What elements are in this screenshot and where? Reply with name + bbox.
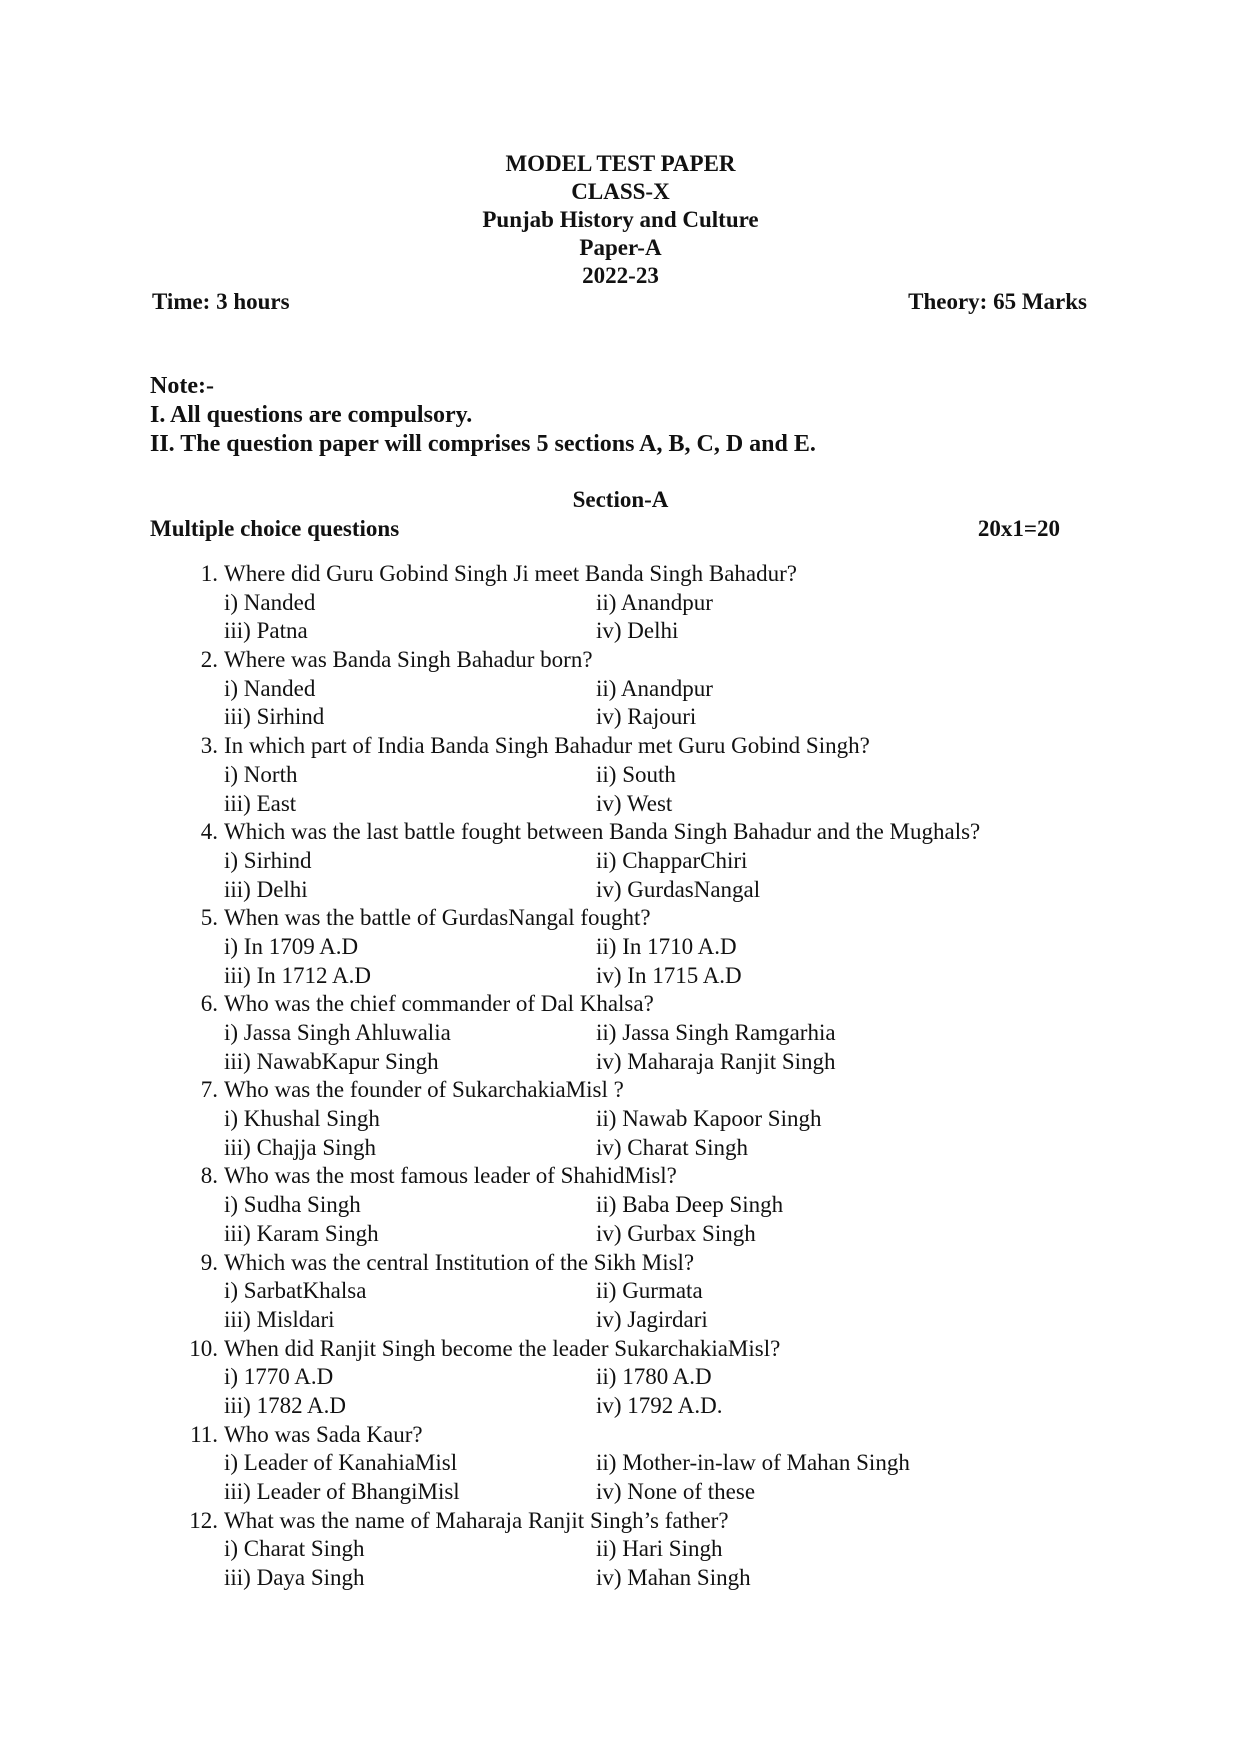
option-row [0, 1105, 1241, 1134]
paper-header [0, 150, 1241, 290]
answer-option: iii) Sirhind [224, 704, 325, 730]
option-row [0, 790, 1241, 819]
answer-option: i) Khushal Singh [224, 1106, 380, 1132]
question-item [0, 1335, 1241, 1364]
answer-option: iv) Delhi [596, 618, 679, 644]
question-number: 7. [200, 1077, 218, 1103]
question-text: Where was Banda Singh Bahadur born? [224, 647, 593, 673]
answer-option: iii) Delhi [224, 876, 308, 902]
answer-option: i) Sudha Singh [224, 1192, 361, 1218]
answer-option: ii) 1780 A.D [596, 1364, 712, 1390]
question-item [0, 904, 1241, 933]
answer-option: i) Nanded [224, 589, 316, 615]
option-row [0, 1449, 1241, 1478]
option-row [0, 1134, 1241, 1163]
answer-option: iii) Karam Singh [224, 1220, 379, 1246]
question-number: 9. [200, 1249, 218, 1275]
answer-option: iii) Misldari [224, 1306, 335, 1332]
answer-option: i) In 1709 A.D [224, 933, 359, 959]
section-marks: 20x1=20 [977, 516, 1060, 541]
section-title: Section-A [572, 487, 669, 512]
time-label: Time: 3 hours [152, 289, 290, 314]
option-row [0, 589, 1241, 618]
question-item [0, 1162, 1241, 1191]
option-row [0, 1048, 1241, 1077]
answer-option: i) SarbatKhalsa [224, 1278, 367, 1304]
option-row [0, 933, 1241, 962]
answer-option: iv) GurdasNangal [596, 876, 761, 902]
question-text: Who was the founder of SukarchakiaMisl ? [224, 1077, 624, 1103]
question-number: 4. [200, 819, 218, 845]
marks-label: Theory: 65 Marks [908, 289, 1087, 314]
question-text: Who was the most famous leader of ShahidMisl? [224, 1163, 677, 1189]
question-text: Where did Guru Gobind Singh Ji meet Banda Singh Bahadur? [224, 561, 797, 586]
paper-class: CLASS-X [571, 179, 670, 204]
question-text: What was the name of Maharaja Ranjit Singh’s father? [224, 1507, 729, 1533]
note-item: II. The question paper will comprises 5 sections A, B, C, D and E. [150, 431, 816, 457]
paper-year: 2022-23 [582, 263, 659, 288]
answer-option: iii) 1782 A.D [224, 1392, 347, 1418]
question-item [0, 990, 1241, 1019]
answer-option: iii) Leader of BhangiMisl [224, 1479, 460, 1504]
answer-option: i) Jassa Singh Ahluwalia [224, 1020, 451, 1045]
question-number: 2. [200, 647, 218, 673]
option-row [0, 1277, 1241, 1306]
answer-option: iii) Daya Singh [224, 1565, 365, 1591]
option-row [0, 675, 1241, 704]
question-number: 1. [200, 561, 218, 586]
question-number: 10. [189, 1335, 218, 1361]
answer-option: iv) Rajouri [596, 704, 697, 730]
answer-option: iii) Chajja Singh [224, 1134, 377, 1160]
answer-option: iv) Jagirdari [596, 1306, 708, 1332]
option-row [0, 962, 1241, 991]
note-title: Note:- [150, 373, 214, 399]
answer-option: iv) Charat Singh [596, 1134, 749, 1160]
question-text: When did Ranjit Singh become the leader SukarchakiaMisl? [224, 1335, 781, 1361]
option-row [0, 617, 1241, 646]
question-text: Who was the chief commander of Dal Khalsa? [224, 991, 654, 1017]
paper-title: MODEL TEST PAPER [505, 151, 736, 176]
option-row [0, 876, 1241, 905]
option-row [0, 847, 1241, 876]
question-item [0, 732, 1241, 761]
option-row [0, 1306, 1241, 1335]
question-number: 6. [200, 991, 218, 1017]
answer-option: iv) Mahan Singh [596, 1565, 751, 1591]
answer-option: iii) East [224, 790, 297, 816]
instructions-note [150, 372, 816, 459]
question-text: Which was the last battle fought between Banda Singh Bahadur and the Mughals? [224, 819, 981, 845]
option-row [0, 1191, 1241, 1220]
answer-option: iv) In 1715 A.D [596, 962, 742, 988]
option-row [0, 1564, 1241, 1593]
answer-option: iv) 1792 A.D. [596, 1392, 723, 1418]
question-item [0, 1421, 1241, 1450]
question-item [0, 818, 1241, 847]
note-item: I. All questions are compulsory. [150, 402, 473, 428]
question-number: 3. [200, 733, 218, 759]
answer-option: ii) Gurmata [596, 1278, 703, 1304]
answer-option: iv) West [596, 790, 673, 816]
question-item [0, 560, 1241, 589]
answer-option: ii) Anandpur [596, 589, 713, 615]
answer-option: ii) In 1710 A.D [596, 933, 737, 959]
question-text: When was the battle of GurdasNangal fought? [224, 905, 651, 931]
option-row [0, 703, 1241, 732]
option-row [0, 1019, 1241, 1048]
question-item [0, 646, 1241, 675]
question-item [0, 1507, 1241, 1536]
answer-option: i) Leader of KanahiaMisl [224, 1450, 458, 1476]
answer-option: iv) None of these [596, 1479, 756, 1504]
question-text: Which was the central Institution of the Sikh Misl? [224, 1249, 695, 1275]
question-list [0, 560, 1241, 1593]
answer-option: i) 1770 A.D [224, 1364, 334, 1390]
answer-option: iii) NawabKapur Singh [224, 1048, 439, 1074]
section-subtitle: Multiple choice questions [150, 516, 400, 541]
option-row [0, 1363, 1241, 1392]
answer-option: ii) ChapparChiri [596, 847, 748, 873]
paper-subject: Punjab History and Culture [482, 207, 759, 232]
question-text: In which part of India Banda Singh Bahadur met Guru Gobind Singh? [224, 733, 870, 759]
option-row [0, 1220, 1241, 1249]
answer-option: ii) Mother-in-law of Mahan Singh [596, 1450, 910, 1476]
option-row [0, 1535, 1241, 1564]
answer-option: iii) In 1712 A.D [224, 962, 371, 988]
question-number: 11. [190, 1421, 218, 1447]
question-number: 8. [200, 1163, 218, 1189]
option-row [0, 1392, 1241, 1421]
question-number: 5. [200, 905, 218, 931]
answer-option: i) North [224, 761, 298, 787]
answer-option: ii) Nawab Kapoor Singh [596, 1106, 822, 1132]
answer-option: i) Charat Singh [224, 1536, 365, 1562]
paper-code: Paper-A [579, 235, 662, 260]
option-row [0, 1478, 1241, 1507]
answer-option: ii) Baba Deep Singh [596, 1192, 784, 1218]
answer-option: ii) South [596, 761, 676, 787]
question-text: Who was Sada Kaur? [224, 1421, 423, 1447]
answer-option: iv) Maharaja Ranjit Singh [596, 1048, 836, 1074]
answer-option: i) Nanded [224, 675, 316, 701]
question-item [0, 1249, 1241, 1278]
answer-option: ii) Anandpur [596, 675, 713, 701]
answer-option: iii) Patna [224, 618, 308, 644]
answer-option: ii) Hari Singh [596, 1536, 723, 1562]
question-item [0, 1076, 1241, 1105]
answer-option: i) Sirhind [224, 847, 312, 873]
answer-option: ii) Jassa Singh Ramgarhia [596, 1020, 836, 1045]
option-row [0, 761, 1241, 790]
question-number: 12. [189, 1507, 218, 1533]
answer-option: iv) Gurbax Singh [596, 1220, 756, 1246]
